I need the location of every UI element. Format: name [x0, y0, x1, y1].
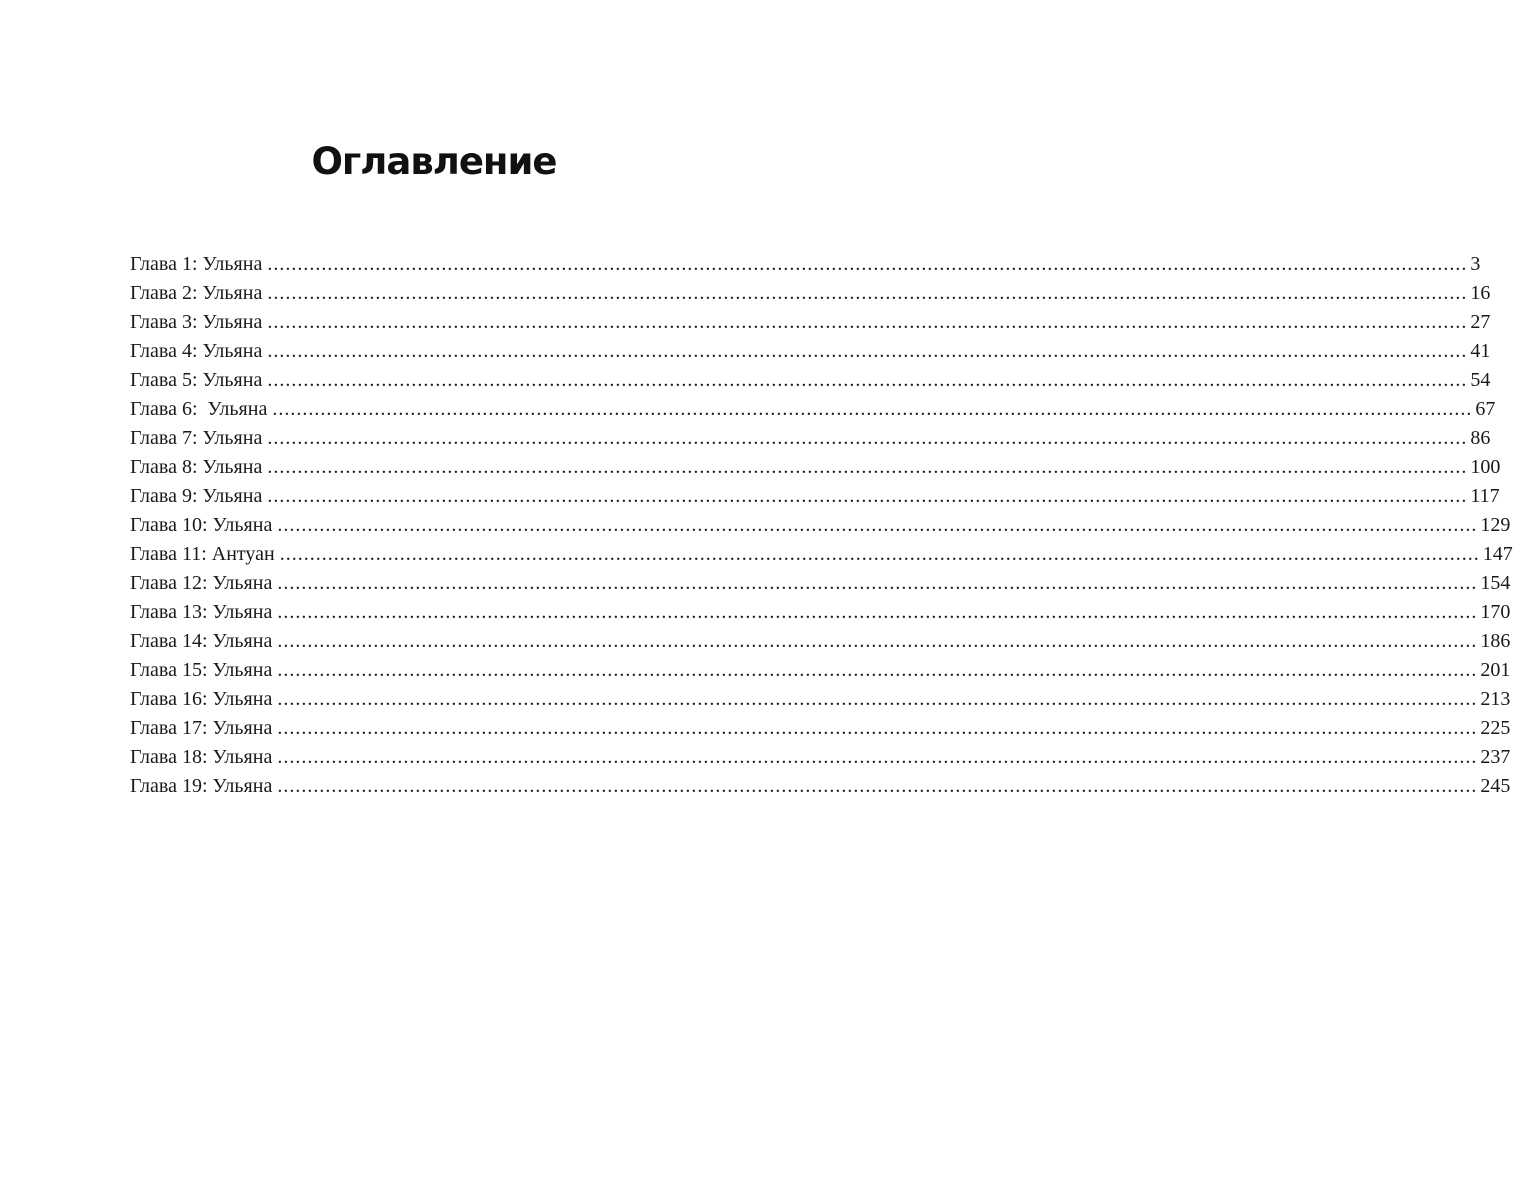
chapter-title: Глава 4: Ульяна [130, 340, 263, 362]
dot-leader: ........................................................................................................................................................................................................ [267, 340, 1468, 362]
dot-leader: ........................................................................................................................................................................................................ [277, 572, 1478, 594]
page-number: 100 [1470, 456, 1501, 478]
toc-entry [130, 714, 1511, 743]
page-number: 170 [1480, 601, 1511, 623]
chapter-title: Глава 19: Ульяна [130, 775, 273, 797]
toc-entry [130, 511, 1511, 540]
chapter-title: Глава 13: Ульяна [130, 601, 273, 623]
toc-entry [130, 482, 1500, 511]
chapter-title: Глава 9: Ульяна [130, 485, 263, 507]
dot-leader: ........................................................................................................................................................................................................ [267, 253, 1468, 275]
dot-leader: ........................................................................................................................................................................................................ [267, 282, 1468, 304]
toc-entry [130, 279, 1491, 308]
dot-leader: ........................................................................................................................................................................................................ [277, 688, 1478, 710]
page-number: 129 [1480, 514, 1511, 536]
dot-leader: ........................................................................................................................................................................................................ [267, 311, 1468, 333]
dot-leader: ........................................................................................................................................................................................................ [267, 456, 1468, 478]
toc-entry [130, 424, 1491, 453]
table-of-contents [130, 250, 1513, 801]
dot-leader: ........................................................................................................................................................................................................ [277, 717, 1478, 739]
dot-leader: ........................................................................................................................................................................................................ [272, 398, 1473, 420]
chapter-title: Глава 10: Ульяна [130, 514, 273, 536]
toc-entry [130, 685, 1511, 714]
toc-entry [130, 395, 1496, 424]
dot-leader: ........................................................................................................................................................................................................ [277, 601, 1478, 623]
chapter-title: Глава 15: Ульяна [130, 659, 273, 681]
page-number: 186 [1480, 630, 1511, 652]
toc-entry [130, 627, 1511, 656]
chapter-title: Глава 11: Антуан [130, 543, 275, 565]
chapter-title: Глава 7: Ульяна [130, 427, 263, 449]
chapter-title: Глава 16: Ульяна [130, 688, 273, 710]
dot-leader: ........................................................................................................................................................................................................ [277, 659, 1478, 681]
toc-entry [130, 337, 1491, 366]
dot-leader: ........................................................................................................................................................................................................ [267, 369, 1468, 391]
page-number: 16 [1470, 282, 1491, 304]
toc-entry [130, 569, 1511, 598]
page-number: 3 [1470, 253, 1481, 275]
toc-entry [130, 540, 1513, 569]
dot-leader: ........................................................................................................................................................................................................ [267, 485, 1468, 507]
chapter-title: Глава 5: Ульяна [130, 369, 263, 391]
page-number: 225 [1480, 717, 1511, 739]
toc-entry [130, 366, 1491, 395]
chapter-title: Глава 18: Ульяна [130, 746, 273, 768]
page-number: 237 [1480, 746, 1511, 768]
toc-entry [130, 743, 1511, 772]
toc-entry [130, 656, 1511, 685]
page-number: 27 [1470, 311, 1491, 333]
chapter-title: Глава 3: Ульяна [130, 311, 263, 333]
chapter-title: Глава 12: Ульяна [130, 572, 273, 594]
toc-entry [130, 250, 1481, 279]
page-number: 213 [1480, 688, 1511, 710]
dot-leader: ........................................................................................................................................................................................................ [279, 543, 1480, 565]
toc-entry [130, 453, 1501, 482]
page-number: 201 [1480, 659, 1511, 681]
page-title: Оглавление [311, 140, 557, 183]
page-number: 67 [1475, 398, 1496, 420]
toc-entry [130, 772, 1511, 801]
chapter-title: Глава 8: Ульяна [130, 456, 263, 478]
dot-leader: ........................................................................................................................................................................................................ [277, 746, 1478, 768]
dot-leader: ........................................................................................................................................................................................................ [277, 775, 1478, 797]
page-number: 54 [1470, 369, 1491, 391]
chapter-title: Глава 14: Ульяна [130, 630, 273, 652]
dot-leader: ........................................................................................................................................................................................................ [277, 630, 1478, 652]
page-number: 147 [1482, 543, 1513, 565]
dot-leader: ........................................................................................................................................................................................................ [277, 514, 1478, 536]
page-number: 154 [1480, 572, 1511, 594]
dot-leader: ........................................................................................................................................................................................................ [267, 427, 1468, 449]
page-number: 86 [1470, 427, 1491, 449]
toc-entry [130, 308, 1491, 337]
page-number: 245 [1480, 775, 1511, 797]
chapter-title: Глава 1: Ульяна [130, 253, 263, 275]
chapter-title: Глава 17: Ульяна [130, 717, 273, 739]
toc-entry [130, 598, 1511, 627]
page-number: 41 [1470, 340, 1491, 362]
chapter-title: Глава 2: Ульяна [130, 282, 263, 304]
chapter-title: Глава 6: Ульяна [130, 398, 268, 420]
page-number: 117 [1470, 485, 1500, 507]
